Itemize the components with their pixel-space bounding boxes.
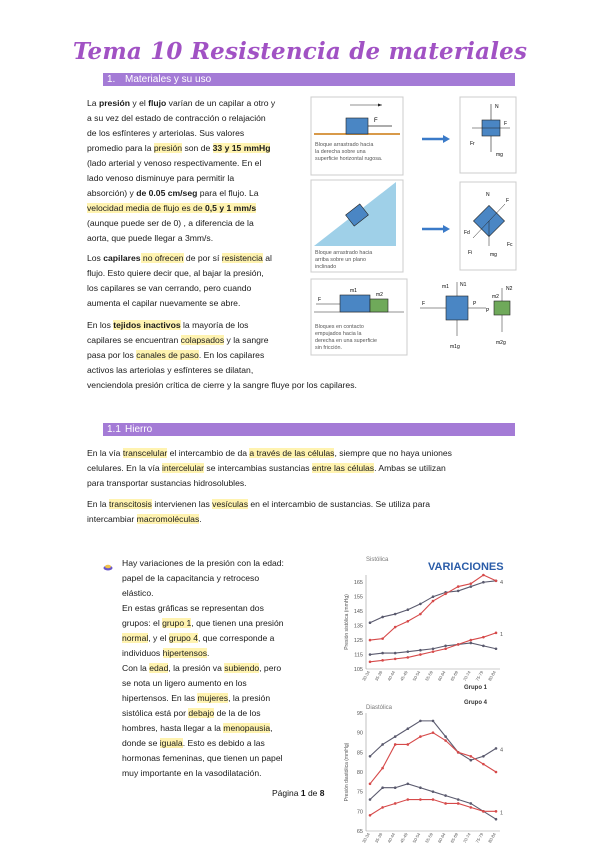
data-point (470, 639, 473, 642)
x-tick-label: 35-39 (373, 832, 384, 844)
data-point (381, 659, 384, 662)
chart1-subtitle: Sistólica (366, 557, 389, 563)
section-heading-hierro (103, 423, 515, 436)
data-point (419, 603, 422, 606)
svg-text:P: P (473, 301, 477, 307)
y-tick-label: 155 (353, 594, 363, 601)
x-tick-label: 65-69 (449, 670, 460, 682)
svg-text:N: N (486, 192, 490, 198)
annotation-label: 4 (500, 747, 504, 754)
svg-text:Fi: Fi (468, 250, 473, 256)
x-tick-label: 40-44 (386, 670, 397, 682)
section-label: Materiales y su uso (125, 74, 212, 85)
data-point (482, 636, 485, 639)
data-point (394, 658, 397, 661)
data-point (470, 755, 473, 758)
data-point (495, 818, 498, 821)
data-point (394, 743, 397, 746)
annotation-label: 1 (500, 810, 504, 817)
data-point (495, 579, 498, 582)
y-tick-label: 135 (353, 623, 363, 630)
x-tick-label: 50-54 (411, 670, 422, 682)
svg-text:m2: m2 (376, 292, 383, 298)
charts-container (336, 553, 514, 848)
data-point (419, 720, 422, 723)
data-point (482, 574, 485, 577)
data-point (407, 798, 410, 801)
chart1-title: VARIACIONES (428, 561, 504, 573)
data-point (432, 731, 435, 734)
paragraph-capilares: Los capilares no ofrecen de por sí resistencia al flujo. Esto quiere decir que, al bajar la presión, los capilares se van cerrando, pero cuando aumenta el capilar nuevamente se abre. (87, 253, 272, 308)
label-F: F (374, 118, 378, 124)
svg-text:mg: mg (496, 152, 503, 158)
data-point (432, 650, 435, 653)
series-line (370, 784, 496, 819)
data-point (470, 802, 473, 805)
svg-text:N: N (495, 104, 499, 110)
svg-text:F: F (506, 198, 510, 204)
y-tick-label: 145 (353, 609, 363, 616)
svg-text:m1: m1 (442, 284, 449, 290)
data-point (444, 647, 447, 650)
data-point (482, 810, 485, 813)
data-point (432, 798, 435, 801)
data-point (407, 620, 410, 623)
chart1-legend: Grupo 1 (464, 685, 488, 691)
block-horizontal (346, 118, 368, 134)
data-point (444, 735, 447, 738)
x-tick-label: 45-49 (398, 832, 409, 844)
data-point (407, 656, 410, 659)
data-point (482, 755, 485, 758)
data-point (470, 582, 473, 585)
page-footer: Página 1 de 8 (272, 788, 325, 798)
paragraph-tejidos-inactivos: En los tejidos inactivos la mayoría de los capilares se encuentran colapsados y la sangre pasa por los canales de paso. En los capilares activos las arteriolas y esfínteres se dilatan, venciendola presión crítica de cierre y la sangre fluye por los capilares. (87, 320, 357, 390)
data-point (419, 786, 422, 789)
svg-text:empujados hacia la: empujados hacia la (315, 331, 362, 337)
data-point (444, 802, 447, 805)
svg-text:m2g: m2g (496, 340, 506, 346)
data-point (482, 645, 485, 648)
data-point (432, 790, 435, 793)
svg-text:inclinado: inclinado (315, 264, 337, 270)
paragraph-presion-flujo: La presión y el flujo varían de un capilar a otro y a su vez del estado de contracción o relajación de los esfínteres y arteriolas. Sus valores promedio para la presión son de 33 y 15 mmHg (lado arterial y venoso respectivamente. En el lado venoso disminuye para permitir la absorción) y de 0.05 cm/seg para el flujo. La velocidad media de flujo es de 0,5 y 1 mm/s (aunque puede ser de 0) , a diferencia de la aorta, que puede llegar a 3mm/s. (87, 98, 276, 243)
data-point (369, 621, 372, 624)
data-point (495, 810, 498, 813)
x-tick-label: 45-49 (398, 670, 409, 682)
data-point (444, 593, 447, 596)
data-point (432, 595, 435, 598)
arrow-right-icon (443, 135, 450, 143)
svg-text:superficie horizontal rugosa.: superficie horizontal rugosa. (315, 156, 383, 162)
x-tick-label: 35-39 (373, 670, 384, 682)
data-point (369, 814, 372, 817)
data-point (457, 751, 460, 754)
x-tick-label: 55-59 (424, 670, 434, 682)
data-point (369, 653, 372, 656)
svg-text:arriba sobre un plano: arriba sobre un plano (315, 257, 366, 263)
forces-figure (310, 96, 518, 356)
annotation-label: 1 (500, 631, 504, 638)
data-point (407, 608, 410, 611)
data-point (381, 637, 384, 640)
x-tick-label: 30-34 (361, 832, 371, 844)
data-point (407, 783, 410, 786)
data-point (407, 650, 410, 653)
data-point (407, 727, 410, 730)
y-tick-label: 165 (353, 580, 363, 587)
annotation-label: 4 (500, 579, 504, 586)
x-tick-label: 55-59 (424, 832, 434, 844)
forces-diagram (310, 96, 518, 356)
svg-text:N1: N1 (460, 282, 467, 288)
paragraph-transcitosis: En la transcitosis intervienen las vesículas en el intercambio de sustancias. Se utiliza para intercambiar macromoléculas. (87, 499, 431, 524)
data-point (419, 735, 422, 738)
svg-text:Fr: Fr (470, 141, 475, 147)
data-point (457, 643, 460, 646)
data-point (381, 767, 384, 770)
y-tick-label: 90 (356, 730, 363, 737)
data-point (444, 794, 447, 797)
y-tick-label: 65 (356, 829, 363, 835)
data-point (407, 743, 410, 746)
bullet-icon (103, 558, 113, 576)
panel-horizontal (311, 97, 403, 175)
data-point (482, 581, 485, 584)
data-point (419, 653, 422, 656)
data-point (457, 798, 460, 801)
data-point (432, 600, 435, 603)
data-point (444, 645, 447, 648)
data-point (495, 632, 498, 635)
data-point (381, 786, 384, 789)
data-point (369, 783, 372, 786)
chart-diastolica (344, 711, 503, 844)
data-point (394, 613, 397, 616)
y-tick-label: 80 (356, 770, 363, 776)
chart2-subtitle: Diastólica (366, 705, 393, 711)
section-heading-materiales (103, 73, 515, 86)
data-point (394, 786, 397, 789)
svg-text:F: F (318, 297, 322, 303)
svg-text:derecha en una superficie: derecha en una superficie (315, 338, 378, 344)
data-point (457, 802, 460, 805)
data-point (470, 759, 473, 762)
arrow-right-icon (443, 225, 450, 233)
x-tick-label: 75-79 (474, 832, 485, 844)
data-point (369, 639, 372, 642)
x-tick-label: 60-64 (436, 670, 447, 682)
x-tick-label: 80-84 (487, 670, 497, 682)
data-point (394, 735, 397, 738)
y-tick-label: 105 (353, 667, 363, 673)
x-tick-label: 70-74 (461, 670, 472, 682)
data-point (381, 652, 384, 655)
x-tick-label: 30-34 (361, 670, 371, 682)
page-title: Tema 10 Resistencia de materiales (72, 38, 528, 65)
y-tick-label: 115 (354, 652, 363, 659)
data-point (495, 747, 498, 750)
svg-text:Bloque arrastrado hacia: Bloque arrastrado hacia (315, 250, 373, 256)
y-tick-label: 85 (356, 750, 363, 757)
svg-text:Bloques en contacto: Bloques en contacto (315, 324, 364, 330)
data-point (369, 798, 372, 801)
chart-sistolica (344, 574, 503, 682)
y-tick-label: 95 (356, 711, 363, 717)
data-point (394, 652, 397, 655)
svg-text:m1: m1 (350, 288, 357, 294)
data-point (394, 626, 397, 629)
data-point (457, 590, 460, 593)
x-tick-label: 50-54 (411, 832, 422, 844)
data-point (381, 616, 384, 619)
data-point (432, 720, 435, 723)
data-point (482, 763, 485, 766)
section-number: 1.1 (107, 424, 121, 435)
x-tick-label: 40-44 (386, 832, 397, 844)
series-line (370, 633, 496, 662)
bullet-variaciones: Hay variaciones de la presión con la edad: papel de la capacitancia y retroceso elástico. En estas gráficas se representan dos grupos: el grupo 1, que tienen una presión normal, y el grupo 4, que corresponde a individuos hipertensos. Con la edad, la presión va subiendo, pero se nota un ligero aumento en los hipertensos. En las mujeres, la presión sistólica está por debajo de la de los hombres, hasta llegar a la menopausia, donde se iguala. Esto es debido a las hormonas femeninas, que tienen un papel muy importante en la vasodilatación. (122, 558, 284, 778)
data-point (470, 642, 473, 645)
data-point (369, 755, 372, 758)
data-point (369, 660, 372, 663)
charts-svg (336, 553, 514, 848)
y-tick-label: 125 (353, 638, 363, 645)
svg-text:F: F (504, 121, 508, 127)
svg-text:la derecha sobre una: la derecha sobre una (315, 149, 366, 155)
svg-text:Bloque arrastrado hacia: Bloque arrastrado hacia (315, 142, 374, 148)
svg-text:mg: mg (490, 252, 497, 258)
data-point (432, 647, 435, 650)
svg-text:F: F (422, 301, 426, 307)
data-point (470, 585, 473, 588)
data-point (381, 743, 384, 746)
series-line (370, 721, 496, 760)
paragraph-vias: En la vía transcelular el intercambio de da a través de las células, siempre que no haya uniones celulares. En la vía intercelular se intercambias sustancias entre las células. Ambas se utilizan para transportar sustancias hidrosolubles. (87, 448, 452, 488)
svg-text:m2: m2 (492, 294, 499, 300)
data-point (419, 798, 422, 801)
section-label: Hierro (125, 424, 153, 435)
chart2-legend: Grupo 4 (464, 700, 488, 706)
svg-text:sin fricción.: sin fricción. (315, 345, 342, 351)
data-point (419, 613, 422, 616)
x-tick-label: 80-84 (487, 832, 497, 844)
data-point (495, 771, 498, 774)
x-tick-label: 65-69 (449, 832, 460, 844)
data-point (444, 739, 447, 742)
section-number: 1. (107, 74, 116, 85)
data-point (394, 802, 397, 805)
x-tick-label: 70-74 (461, 832, 472, 844)
svg-text:P: P (486, 308, 490, 314)
x-tick-label: 75-79 (474, 670, 485, 682)
svg-text:Fd: Fd (464, 230, 470, 236)
y-axis-label: Presión sistólica (mmHg) (344, 594, 350, 650)
data-point (419, 649, 422, 652)
y-axis-label: Presión diastólica (mmHg) (344, 742, 350, 802)
x-tick-label: 60-64 (436, 832, 447, 844)
y-tick-label: 75 (356, 789, 363, 796)
data-point (495, 647, 498, 650)
data-point (457, 585, 460, 588)
svg-text:Fc: Fc (507, 242, 513, 248)
svg-text:N2: N2 (506, 286, 513, 292)
data-point (381, 806, 384, 809)
data-point (470, 806, 473, 809)
svg-text:m1g: m1g (450, 344, 460, 350)
y-tick-label: 70 (356, 809, 363, 816)
